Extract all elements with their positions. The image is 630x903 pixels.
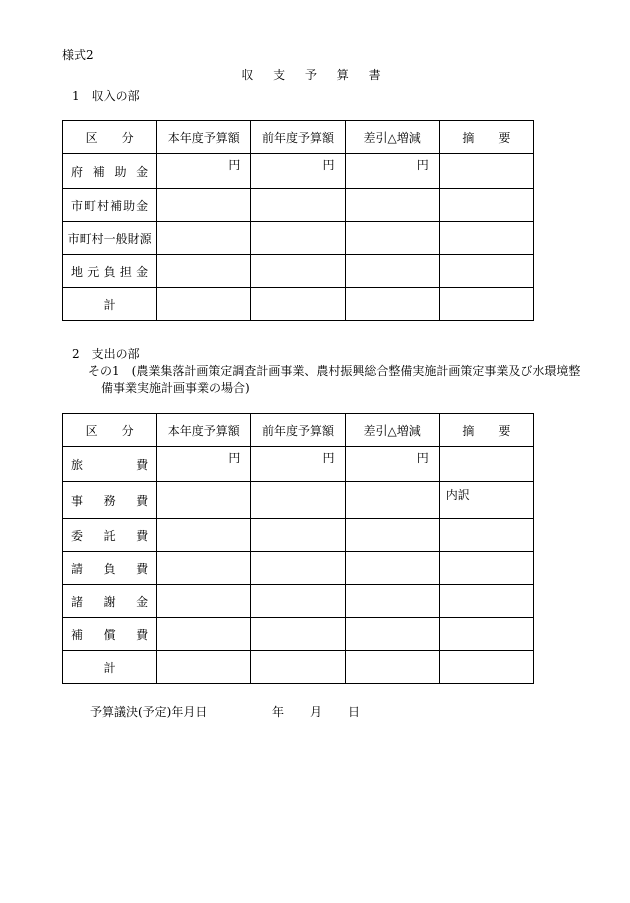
current-budget-cell[interactable]: [157, 255, 251, 288]
header-category: 区 分: [63, 414, 157, 447]
row-category: 市町村補助金: [63, 189, 157, 222]
current-budget-cell[interactable]: 円: [157, 154, 251, 189]
remarks-cell[interactable]: [439, 189, 533, 222]
header-difference: 差引△増減: [345, 414, 439, 447]
remarks-cell[interactable]: [439, 651, 533, 684]
header-current-budget: 本年度予算額: [157, 121, 251, 154]
row-category-total: 計: [63, 651, 157, 684]
table-row: [63, 189, 534, 222]
header-previous-budget: 前年度予算額: [251, 121, 345, 154]
difference-cell[interactable]: [345, 189, 439, 222]
current-budget-cell[interactable]: [157, 189, 251, 222]
current-budget-cell[interactable]: 円: [157, 447, 251, 482]
table-row: [63, 585, 534, 618]
current-budget-cell[interactable]: [157, 585, 251, 618]
row-category-total: 計: [63, 288, 157, 321]
row-category: 諸謝金: [63, 585, 157, 618]
income-header-row: [63, 121, 534, 154]
table-row-total: [63, 288, 534, 321]
remarks-cell[interactable]: [439, 552, 533, 585]
current-budget-cell[interactable]: [157, 552, 251, 585]
difference-cell[interactable]: [345, 288, 439, 321]
previous-budget-cell[interactable]: [251, 585, 345, 618]
difference-cell[interactable]: [345, 651, 439, 684]
row-category: 府補助金: [63, 154, 157, 189]
difference-cell[interactable]: [345, 222, 439, 255]
header-remarks: 摘 要: [439, 414, 533, 447]
difference-cell[interactable]: [345, 519, 439, 552]
difference-cell[interactable]: 円: [345, 154, 439, 189]
difference-cell[interactable]: [345, 552, 439, 585]
expense-subtitle-line2: 備事業実施計画事業の場合): [101, 381, 250, 395]
current-budget-cell[interactable]: [157, 288, 251, 321]
current-budget-cell[interactable]: [157, 519, 251, 552]
table-row: [63, 154, 534, 189]
row-category: 委託費: [63, 519, 157, 552]
income-table: [62, 120, 534, 321]
table-row: [63, 255, 534, 288]
header-current-budget: 本年度予算額: [157, 414, 251, 447]
remarks-breakdown-cell[interactable]: 内訳: [439, 482, 533, 519]
form-number-label: 様式2: [62, 48, 94, 62]
row-category: 請負費: [63, 552, 157, 585]
current-budget-cell[interactable]: [157, 482, 251, 519]
difference-cell[interactable]: [345, 618, 439, 651]
day-label: 日: [348, 705, 361, 719]
previous-budget-cell[interactable]: [251, 482, 345, 519]
remarks-cell[interactable]: [439, 585, 533, 618]
income-section-title: 1 収入の部: [72, 89, 140, 103]
row-category: 市町村一般財源: [63, 222, 157, 255]
header-remarks: 摘 要: [439, 121, 533, 154]
table-row: [63, 519, 534, 552]
remarks-cell[interactable]: [439, 154, 533, 189]
resolution-date-label: 予算議決(予定)年月日: [90, 705, 208, 719]
expense-header-row: [63, 414, 534, 447]
table-row: [63, 618, 534, 651]
previous-budget-cell[interactable]: [251, 651, 345, 684]
row-category: 地元負担金: [63, 255, 157, 288]
expense-subtitle-line1: その1 (農業集落計画策定調査計画事業、農村振興総合整備実施計画策定事業及び水環境整: [88, 364, 581, 378]
difference-cell[interactable]: [345, 255, 439, 288]
current-budget-cell[interactable]: [157, 651, 251, 684]
expense-table: [62, 413, 534, 684]
document-title: 収 支 予 算 書: [241, 68, 389, 82]
table-row-total: [63, 651, 534, 684]
previous-budget-cell[interactable]: [251, 552, 345, 585]
table-row: [63, 552, 534, 585]
table-row: [63, 482, 534, 519]
difference-cell[interactable]: [345, 482, 439, 519]
difference-cell[interactable]: 円: [345, 447, 439, 482]
previous-budget-cell[interactable]: 円: [251, 447, 345, 482]
remarks-cell[interactable]: [439, 288, 533, 321]
resolution-date-fields: [272, 703, 360, 720]
header-category: 区 分: [63, 121, 157, 154]
remarks-cell[interactable]: [439, 519, 533, 552]
table-row: [63, 222, 534, 255]
row-category: 旅費: [63, 447, 157, 482]
header-difference: 差引△増減: [345, 121, 439, 154]
previous-budget-cell[interactable]: [251, 222, 345, 255]
remarks-cell[interactable]: [439, 255, 533, 288]
header-previous-budget: 前年度予算額: [251, 414, 345, 447]
current-budget-cell[interactable]: [157, 618, 251, 651]
previous-budget-cell[interactable]: [251, 288, 345, 321]
month-label: 月: [310, 705, 323, 719]
previous-budget-cell[interactable]: 円: [251, 154, 345, 189]
previous-budget-cell[interactable]: [251, 519, 345, 552]
year-label: 年: [272, 705, 285, 719]
table-row: [63, 447, 534, 482]
previous-budget-cell[interactable]: [251, 255, 345, 288]
expense-section-title: 2 支出の部: [72, 347, 140, 361]
previous-budget-cell[interactable]: [251, 618, 345, 651]
row-category: 補償費: [63, 618, 157, 651]
remarks-cell[interactable]: [439, 447, 533, 482]
remarks-cell[interactable]: [439, 222, 533, 255]
previous-budget-cell[interactable]: [251, 189, 345, 222]
current-budget-cell[interactable]: [157, 222, 251, 255]
row-category: 事務費: [63, 482, 157, 519]
remarks-cell[interactable]: [439, 618, 533, 651]
difference-cell[interactable]: [345, 585, 439, 618]
